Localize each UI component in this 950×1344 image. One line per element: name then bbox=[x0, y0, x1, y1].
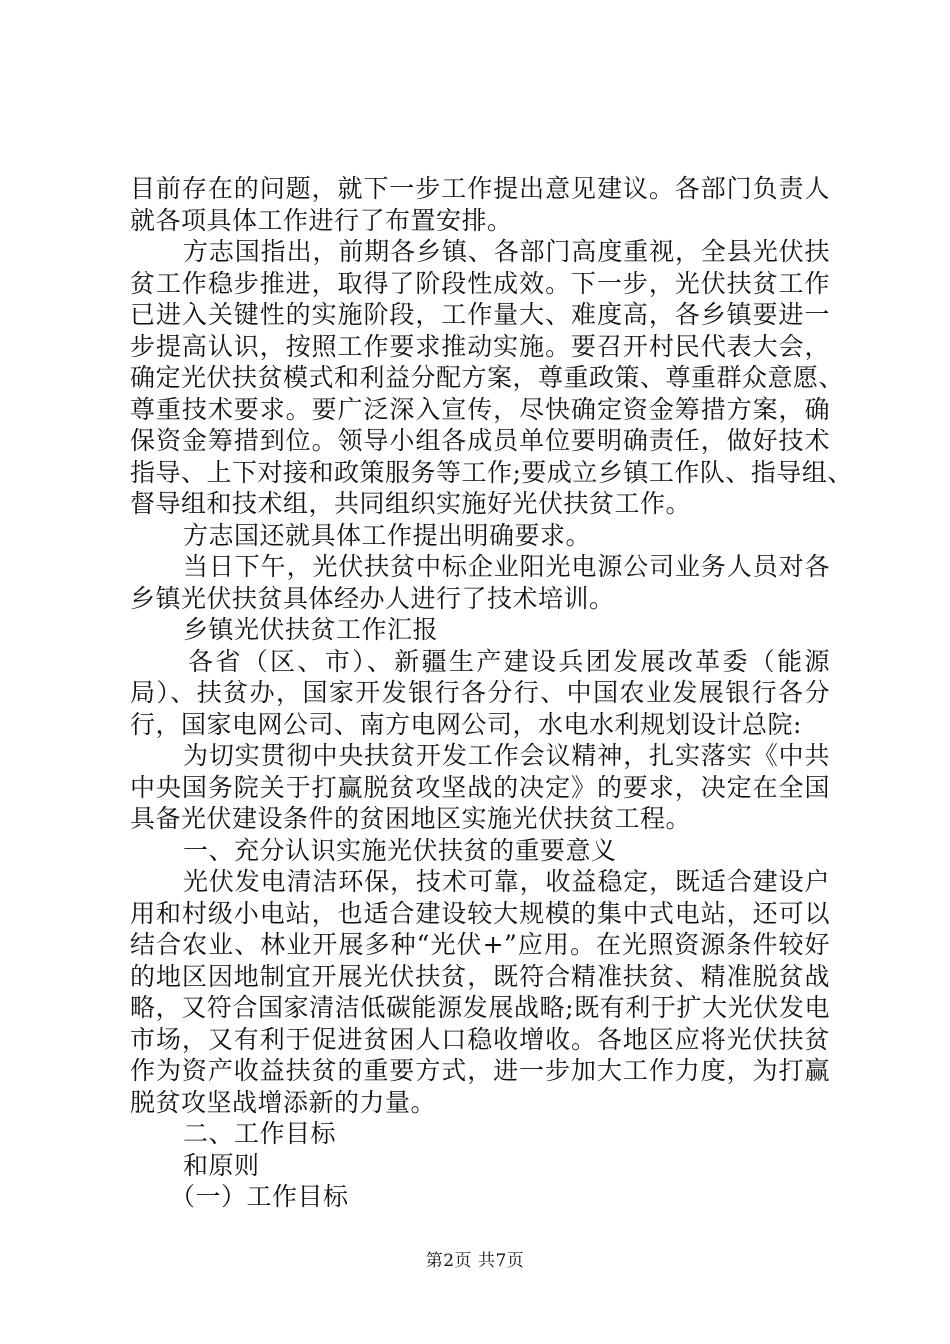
text-line: 指导、上下对接和政策服务等工作;要成立乡镇工作队、指导组、 bbox=[130, 457, 853, 487]
text-line: 步提高认识，按照工作要求推动实施。要召开村民代表大会， bbox=[130, 331, 830, 361]
text-line: 各省（区、市）、新疆生产建设兵团发展改革委（能源 bbox=[188, 646, 830, 676]
text-line: 已进入关键性的实施阶段，工作量大、难度高，各乡镇要进一 bbox=[130, 300, 830, 329]
text-line: 尊重技术要求。要广泛深入宣传，尽快确定资金筹措方案，确 bbox=[130, 394, 830, 424]
page-footer: 第2页 共7页 bbox=[425, 1251, 525, 1271]
section-heading: 乡镇光伏扶贫工作汇报 bbox=[183, 615, 439, 644]
text-line: 行，国家电网公司、南方电网公司，水电水利规划设计总院: bbox=[130, 709, 802, 739]
text-line: 贫工作稳步推进，取得了阶段性成效。下一步，光伏扶贫工作 bbox=[130, 268, 830, 298]
text-line: 光伏发电清洁环保，技术可靠，收益稳定，既适合建设户 bbox=[183, 867, 830, 896]
text-line: 结合农业、林业开展多种“光伏+”应用。在光照资源条件较好 bbox=[130, 930, 830, 959]
text-line: 作为资产收益扶贫的重要方式，进一步加大工作力度，为打赢 bbox=[130, 1056, 830, 1085]
section-heading: 和原则 bbox=[183, 1150, 260, 1180]
text-line: 略，又符合国家清洁低碳能源发展战略;既有利于扩大光伏发电 bbox=[130, 993, 830, 1022]
text-line: 中央国务院关于打赢脱贫攻坚战的决定》的要求，决定在全国 bbox=[130, 772, 830, 802]
text-line: 市场，又有利于促进贫困人口稳收增收。各地区应将光伏扶贫 bbox=[130, 1024, 830, 1054]
text-line: 具备光伏建设条件的贫困地区实施光伏扶贫工程。 bbox=[130, 804, 692, 833]
text-line: 方志国还就具体工作提出明确要求。 bbox=[183, 520, 592, 550]
text-line: 的地区因地制宜开展光伏扶贫，既符合精准扶贫、精准脱贫战 bbox=[130, 961, 830, 991]
section-heading: 一、充分认识实施光伏扶贫的重要意义 bbox=[183, 835, 617, 865]
text-line: 确定光伏扶贫模式和利益分配方案，尊重政策、尊重群众意愿、 bbox=[130, 363, 845, 392]
section-heading: 二、工作目标 bbox=[183, 1119, 337, 1148]
text-line: 保资金筹措到位。领导小组各成员单位要明确责任，做好技术 bbox=[130, 426, 830, 455]
text-line: 目前存在的问题，就下一步工作提出意见建议。各部门负责人 bbox=[130, 174, 830, 203]
text-line: 当日下午，光伏扶贫中标企业阳光电源公司业务人员对各 bbox=[183, 552, 830, 581]
text-line: 方志国指出，前期各乡镇、各部门高度重视，全县光伏扶 bbox=[183, 237, 830, 266]
text-line: 为切实贯彻中央扶贫开发工作会议精神，扎实落实《中共 bbox=[183, 741, 830, 770]
document-body bbox=[130, 173, 853, 1213]
text-line: 督导组和技术组，共同组织实施好光伏扶贫工作。 bbox=[130, 489, 692, 518]
text-line: 乡镇光伏扶贫具体经办人进行了技术培训。 bbox=[130, 583, 615, 613]
text-line: 就各项具体工作进行了布置安排。 bbox=[130, 205, 513, 235]
text-line: 脱贫攻坚战增添新的力量。 bbox=[130, 1087, 437, 1117]
text-line: 局）、扶贫办，国家开发银行各分行、中国农业发展银行各分 bbox=[130, 678, 830, 707]
subsection-heading: （一）工作目标 bbox=[170, 1182, 349, 1211]
text-line: 用和村级小电站，也适合建设较大规模的集中式电站，还可以 bbox=[130, 898, 830, 928]
